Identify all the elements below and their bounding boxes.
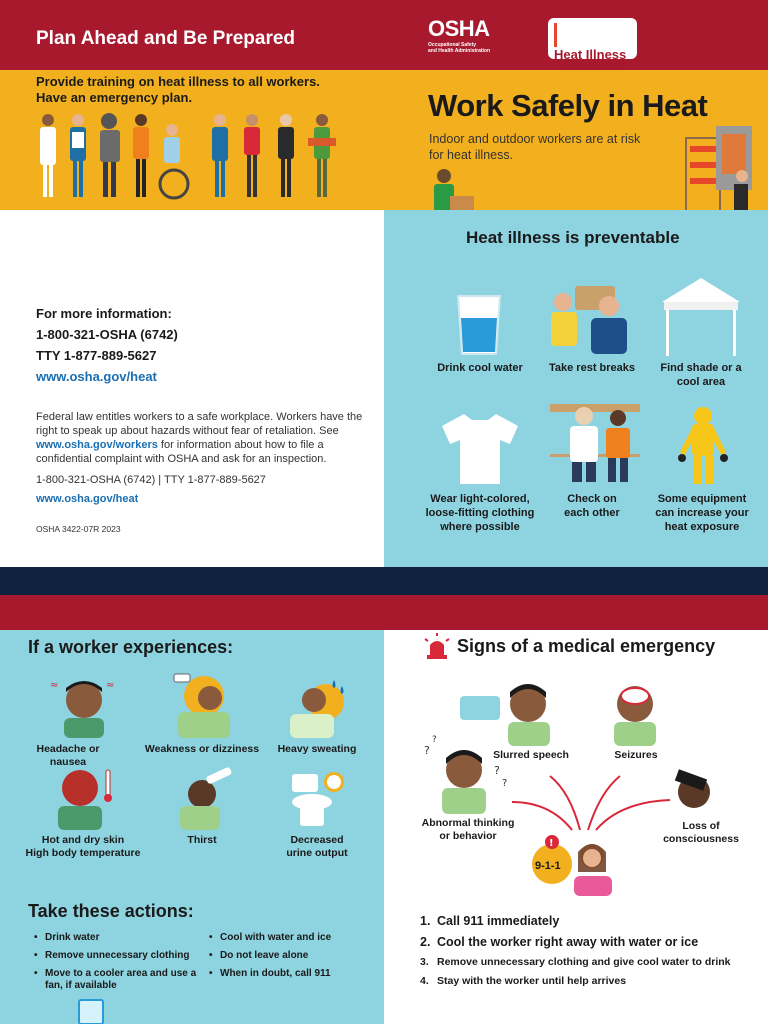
- symptom-label-thirst: Thirst: [187, 834, 217, 846]
- subtitle-line-1: Indoor and outdoor workers are at risk: [429, 132, 641, 146]
- contact-info: [36, 303, 178, 387]
- legal-text-post: for information about how to file a confidential complaint with OSHA and ask for an inspection.: [36, 439, 327, 465]
- action-item: • Remove unnecessary clothing: [34, 950, 204, 962]
- step-1: [420, 914, 760, 928]
- tip-label-drink-water: Drink cool water: [437, 362, 523, 374]
- divider-red: [0, 595, 768, 630]
- tip-label-equipment: Some equipment can increase your heat exposure: [655, 493, 749, 533]
- tip-label-rest-breaks: Take rest breaks: [548, 362, 636, 374]
- step-number: 2.: [420, 935, 431, 949]
- protective-suit-icon: [676, 406, 730, 486]
- step-number: 3.: [420, 956, 429, 968]
- heat-logo-line-1: Heat Illness: [554, 47, 627, 62]
- contact-phone: 1-800-321-OSHA (6742): [36, 327, 178, 342]
- publication-number: OSHA 3422-07R 2023: [36, 524, 121, 534]
- intro-line-1: Provide training on heat illness to all workers.: [36, 74, 320, 89]
- sign-label-slurred-speech: Slurred speech: [493, 749, 569, 761]
- intro-text: [36, 74, 366, 106]
- tip-label-check-each-other: Check on each other: [564, 493, 620, 519]
- symptom-label-weakness: Weakness or dizziness: [144, 743, 260, 755]
- thirst-icon: [172, 766, 236, 830]
- tip-label-shade: Find shade or a cool area: [660, 362, 742, 388]
- svg-text:?: ?: [494, 764, 500, 777]
- symptom-label-urine: Decreased urine output: [286, 834, 348, 859]
- action-item: • When in doubt, call 911: [209, 968, 369, 980]
- actions-list-right: [209, 932, 369, 986]
- sign-label-seizures: Seizures: [614, 749, 658, 761]
- experiences-title: If a worker experiences:: [28, 637, 234, 657]
- step-text: Call 911 immediately: [437, 914, 560, 928]
- svg-text:≈: ≈: [106, 680, 115, 691]
- sweating-icon: [284, 676, 352, 738]
- shade-tent-icon: [660, 274, 742, 358]
- abnormal-thinking-icon: [420, 736, 500, 816]
- action-item: • Cool with water and ice: [209, 932, 369, 944]
- tshirt-icon: [440, 412, 520, 486]
- svg-text:≈: ≈: [50, 680, 59, 691]
- main-subtitle: [429, 131, 669, 163]
- step-2: [420, 935, 760, 949]
- sign-label-loss-consciousness: Loss of consciousness: [663, 820, 739, 845]
- hot-skin-icon: [50, 766, 118, 830]
- water-cup-icon: [78, 1000, 104, 1024]
- osha-logo-sub-1: Occupational Safety: [428, 42, 477, 48]
- svg-text:!: !: [549, 838, 554, 849]
- step-text: Remove unnecessary clothing and give cool water to drink: [437, 956, 731, 968]
- call-911-badge: 9-1-1: [535, 860, 561, 872]
- action-item: • Do not leave alone: [209, 950, 369, 962]
- toilet-icon: [290, 770, 346, 830]
- symptom-label-hot-skin: Hot and dry skin High body temperature: [25, 834, 141, 859]
- dizziness-icon: [168, 672, 240, 738]
- symptom-label-headache: Headache or nausea: [36, 743, 100, 768]
- header-title: Plan Ahead and Be Prepared: [36, 28, 296, 49]
- action-item: • Drink water: [34, 932, 204, 944]
- symptom-label-sweating: Heavy sweating: [277, 743, 357, 755]
- tip-label-clothing: Wear light-colored, loose-fitting clothing where possible: [425, 493, 535, 533]
- legal-text: [36, 410, 366, 466]
- divider-navy: [0, 567, 768, 595]
- step-3: [420, 956, 760, 968]
- main-title: Work Safely in Heat: [428, 88, 708, 123]
- seizure-icon: [600, 678, 670, 748]
- rest-break-icon: [545, 286, 637, 356]
- svg-text:?: ?: [424, 744, 430, 757]
- legal-text-pre: Federal law entitles workers to a safe workplace. Workers have the right to speak up about hazards without fear of retaliation. See: [36, 411, 363, 437]
- arrows-to-call: [510, 772, 670, 838]
- contact-panel: [0, 210, 384, 567]
- intro-line-2: Have an emergency plan.: [36, 90, 193, 105]
- step-4: [420, 975, 760, 987]
- emergency-steps: [420, 914, 760, 994]
- action-item: • Move to a cooler area and use a fan, if available: [34, 968, 204, 992]
- heat-illness-prevention-logo: [548, 18, 637, 62]
- step-text: Stay with the worker until help arrives: [437, 975, 627, 987]
- osha-logo-sub-2: and Health Administration: [428, 48, 491, 54]
- osha-logo: [428, 16, 508, 62]
- step-number: 1.: [420, 914, 431, 928]
- preventable-title: Heat illness is preventable: [466, 228, 680, 247]
- emergency-title: Signs of a medical emergency: [457, 636, 716, 656]
- legal-phone: 1-800-321-OSHA (6742) | TTY 1-877-889-5627: [36, 474, 266, 486]
- workers-illustration: [30, 112, 350, 204]
- contact-tty: TTY 1-877-889-5627: [36, 348, 157, 363]
- thermometer-icon: [554, 23, 557, 47]
- contact-heading: For more information:: [36, 306, 172, 321]
- sign-label-abnormal: Abnormal thinking or behavior: [421, 817, 515, 842]
- contact-url-link[interactable]: www.osha.gov/heat: [36, 369, 157, 384]
- step-number: 4.: [420, 975, 429, 987]
- unconscious-worker-icon: [666, 770, 726, 816]
- svg-text:?: ?: [432, 735, 437, 745]
- legal-url-link[interactable]: www.osha.gov/heat: [36, 493, 139, 505]
- coworkers-icon: [550, 404, 640, 484]
- step-text: Cool the worker right away with water or ice: [437, 935, 699, 949]
- headache-icon: [50, 676, 118, 738]
- actions-list-left: [34, 932, 204, 998]
- svg-text:?: ?: [502, 778, 508, 789]
- worker-figures: [40, 113, 336, 198]
- actions-title: Take these actions:: [28, 901, 194, 921]
- workers-rights-link[interactable]: www.osha.gov/workers: [36, 439, 158, 451]
- osha-logo-text: OSHA: [428, 16, 490, 41]
- water-glass-icon: [456, 294, 502, 356]
- siren-icon: [423, 633, 451, 661]
- subtitle-line-2: for heat illness.: [429, 148, 514, 162]
